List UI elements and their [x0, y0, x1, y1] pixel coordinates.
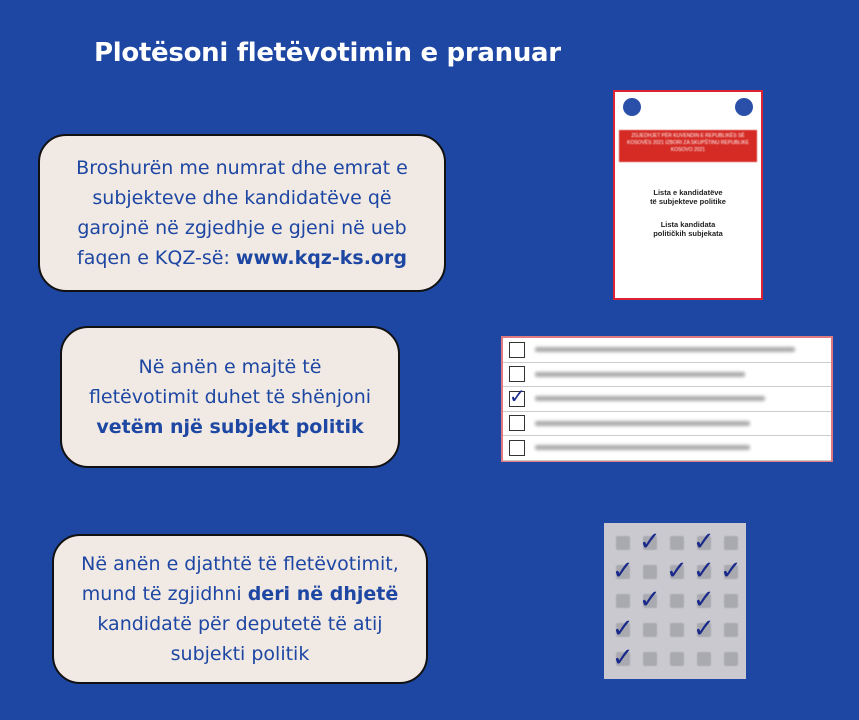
- website-link[interactable]: www.kqz-ks.org: [235, 247, 407, 269]
- check-icon: ✓: [693, 556, 715, 586]
- check-icon: ✓: [612, 643, 634, 673]
- candidate-cell[interactable]: [664, 616, 690, 644]
- bubble-line: garojnë në zgjedhje e gjeni në ueb: [77, 217, 407, 239]
- bubble-text: mund të zgjidhni: [81, 583, 248, 605]
- candidate-cell[interactable]: [664, 645, 690, 673]
- candidate-cell[interactable]: [664, 529, 690, 557]
- ballot-row: [503, 412, 831, 437]
- info-bubble-right-side: [52, 534, 428, 684]
- check-icon: ✓: [720, 556, 742, 586]
- party-ballot-list: [501, 336, 833, 462]
- document-title: Lista e kandidatëve: [653, 188, 723, 197]
- party-checkbox[interactable]: [509, 342, 525, 358]
- bubble-line: fletëvotimit duhet të shënjoni: [88, 386, 372, 408]
- ballot-row: [503, 363, 831, 388]
- bubble-line: [89, 412, 371, 442]
- check-icon: ✓: [693, 614, 715, 644]
- candidate-cell[interactable]: [718, 587, 744, 615]
- ballot-row: [503, 338, 831, 363]
- candidate-number-box: [697, 652, 711, 666]
- blurred-party-name: [535, 372, 745, 377]
- candidate-number-box: [670, 623, 684, 637]
- blurred-party-name: [535, 445, 750, 450]
- candidate-cell[interactable]: [718, 558, 744, 586]
- candidate-number-box: [616, 594, 630, 608]
- candidate-cell[interactable]: [691, 558, 717, 586]
- candidate-number-box: [724, 652, 738, 666]
- check-icon: ✓: [693, 585, 715, 615]
- candidate-cell[interactable]: [610, 645, 636, 673]
- bubble-line: [76, 243, 408, 273]
- candidate-ballot-grid: [604, 523, 746, 679]
- candidate-cell[interactable]: [637, 645, 663, 673]
- candidate-cell[interactable]: [637, 616, 663, 644]
- candidate-cell[interactable]: [610, 616, 636, 644]
- party-checkbox[interactable]: [509, 415, 525, 431]
- candidate-cell[interactable]: [637, 587, 663, 615]
- ballot-row: [503, 436, 831, 461]
- candidate-cell[interactable]: [610, 587, 636, 615]
- candidate-cell[interactable]: [691, 645, 717, 673]
- candidate-number-box: [643, 623, 657, 637]
- check-icon: ✓: [639, 527, 661, 557]
- candidate-number-box: [724, 594, 738, 608]
- candidate-cell[interactable]: [718, 645, 744, 673]
- party-checkbox[interactable]: [509, 440, 525, 456]
- check-icon: ✓: [612, 614, 634, 644]
- candidate-number-box: [670, 536, 684, 550]
- bubble-bold-text: vetëm një subjekt politik: [96, 416, 364, 438]
- info-bubble-left-side: [60, 326, 400, 468]
- candidate-cell[interactable]: [718, 529, 744, 557]
- check-icon: ✓: [509, 383, 526, 408]
- check-icon: ✓: [666, 556, 688, 586]
- candidate-cell[interactable]: [664, 558, 690, 586]
- blurred-party-name: [535, 396, 765, 401]
- bubble-text: faqen e KQZ-së:: [77, 247, 236, 269]
- document-title: të subjekteve politike: [650, 197, 726, 206]
- document-title: političkih subjekata: [653, 229, 723, 238]
- document-title: Lista kandidata: [660, 220, 716, 229]
- kqz-emblem-icon: [735, 98, 753, 116]
- candidate-cell[interactable]: [637, 558, 663, 586]
- candidate-cell[interactable]: [610, 558, 636, 586]
- candidate-number-box: [616, 536, 630, 550]
- candidate-cell[interactable]: [610, 529, 636, 557]
- candidate-cell[interactable]: [637, 529, 663, 557]
- candidate-number-box: [670, 594, 684, 608]
- bubble-line: Në anën e majtë të: [138, 356, 322, 378]
- ballot-row: [503, 383, 831, 412]
- blurred-party-name: [535, 347, 795, 352]
- candidate-number-box: [724, 536, 738, 550]
- kosovo-emblem-icon: [623, 98, 641, 116]
- info-bubble-brochure: [38, 134, 446, 292]
- check-icon: ✓: [612, 556, 634, 586]
- candidate-cell[interactable]: [691, 587, 717, 615]
- candidate-cell[interactable]: [718, 616, 744, 644]
- bubble-line: [81, 579, 399, 609]
- candidate-number-box: [643, 565, 657, 579]
- bubble-line: kandidatë për deputetë të atij: [97, 613, 383, 635]
- party-checkbox[interactable]: [509, 366, 525, 382]
- bubble-bold-text: deri në dhjetë: [247, 583, 399, 605]
- bubble-line: subjekti politik: [170, 643, 310, 665]
- blurred-party-name: [535, 421, 750, 426]
- candidate-number-box: [724, 623, 738, 637]
- bubble-line: Në anën e djathtë të fletëvotimit,: [81, 553, 399, 575]
- bubble-line: Broshurën me numrat dhe emrat e: [76, 157, 408, 179]
- document-header: [615, 92, 761, 126]
- page-title: Plotësoni fletëvotimin e pranuar: [94, 38, 561, 68]
- candidate-number-box: [670, 652, 684, 666]
- candidate-number-box: [643, 652, 657, 666]
- bubble-line: subjekteve dhe kandidatëve që: [92, 187, 392, 209]
- candidate-cell[interactable]: [691, 616, 717, 644]
- document-banner: ZGJEDHJET PËR KUVENDIN E REPUBLIKËS SË KOSOVËS 2021 IZBORI ZA SKUPŠTINU REPUBLIKE KOSOVO 2021: [619, 130, 757, 162]
- candidate-list-document: [613, 90, 763, 300]
- party-checkbox[interactable]: [509, 383, 526, 408]
- check-icon: ✓: [639, 585, 661, 615]
- check-icon: ✓: [693, 527, 715, 557]
- candidate-cell[interactable]: [691, 529, 717, 557]
- candidate-cell[interactable]: [664, 587, 690, 615]
